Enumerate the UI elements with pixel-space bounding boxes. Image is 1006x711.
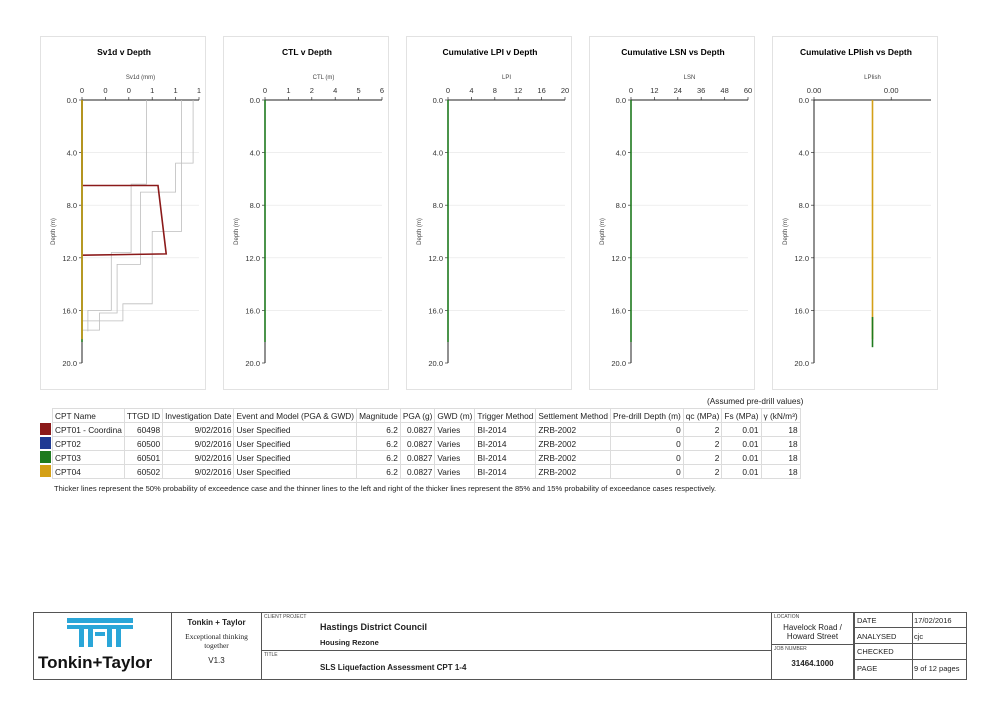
table-cell: ZRB-2002 [536, 451, 611, 465]
logo-wordmark: Tonkin+Taylor [38, 653, 153, 672]
table-row [53, 451, 801, 465]
chart-title: Cumulative LSN vs Depth [621, 47, 725, 57]
table-cell: CPT04 [53, 465, 125, 479]
table-cell: User Specified [234, 451, 357, 465]
table-cell: ZRB-2002 [536, 423, 611, 437]
y-tick-label: 0.0 [615, 96, 626, 105]
y-tick-label: 20.0 [611, 359, 626, 368]
x-tick-label: 36 [697, 86, 706, 95]
tonkin-taylor-logo-icon [65, 616, 135, 648]
column-header: CPT Name [53, 409, 125, 423]
chart-panel-lsn [589, 36, 755, 390]
column-header: Settlement Method [536, 409, 611, 423]
x-tick-label: 6 [379, 86, 385, 95]
y-tick-label: 16.0 [794, 306, 809, 316]
location-label: LOCATION [774, 614, 800, 620]
column-header: γ (kN/m³) [761, 409, 800, 423]
meta-area [854, 613, 966, 679]
column-header: Fs (MPa) [722, 409, 761, 423]
job-label: JOB NUMBER [774, 646, 807, 652]
table-cell: 9/02/2016 [163, 423, 234, 437]
column-header: Magnitude [357, 409, 401, 423]
date-label: DATE [857, 616, 877, 625]
y-tick-label: 4.0 [66, 148, 77, 158]
probability-note: Thicker lines represent the 50% probability of exceedence case and the thinner lines to the left and right of the thicker lines represent the 85% and 15% probability of exceedance cases respectively. [54, 484, 717, 493]
y-tick-label: 8.0 [798, 201, 809, 211]
project-name: Housing Rezone [320, 638, 379, 647]
slogan-line-1: Exceptional thinking [185, 632, 248, 641]
table-cell: 0.0827 [400, 465, 435, 479]
table-cell: 0.0827 [400, 451, 435, 465]
table-cell: BI-2014 [475, 451, 536, 465]
table-cell: CPT01 - Coordina [53, 423, 125, 437]
table-cell: User Specified [234, 423, 357, 437]
y-tick-label: 0.0 [798, 96, 809, 105]
x-tick-label: 4 [333, 86, 338, 95]
x-axis-label: CTL (m) [312, 75, 335, 81]
location-line-1: Havelock Road / [783, 623, 842, 632]
x-tick-label: 20 [560, 86, 570, 95]
x-tick-label: 16 [537, 86, 546, 95]
y-tick-label: 0.0 [66, 96, 77, 105]
table-cell: 2 [683, 437, 722, 451]
column-header: Event and Model (PGA & GWD) [234, 409, 357, 423]
x-axis-label: Sv1d (mm) [125, 75, 156, 81]
location-line-2: Howard Street [786, 632, 839, 641]
client-area [262, 613, 772, 651]
y-tick-label: 8.0 [66, 201, 77, 211]
table-cell: 60501 [124, 451, 162, 465]
version: V1.3 [208, 656, 225, 665]
y-tick-label: 16.0 [62, 306, 77, 316]
table-cell: 0 [610, 451, 683, 465]
title-label: TITLE [264, 652, 278, 658]
table-cell: 0 [610, 423, 683, 437]
table-cell: Varies [435, 465, 475, 479]
table-cell: 0.01 [722, 465, 761, 479]
x-tick-label: 1 [173, 86, 178, 95]
x-tick-label: 5 [356, 86, 361, 95]
chart-title: Sv1d v Depth [97, 47, 151, 57]
series-line [82, 100, 166, 255]
table-cell: 0.0827 [400, 423, 435, 437]
y-axis-label: Depth (m) [51, 218, 57, 245]
table-cell: 18 [761, 465, 800, 479]
x-axis-label: LSN [683, 75, 696, 81]
y-tick-label: 12.0 [794, 253, 809, 263]
x-axis-label: LPI [501, 75, 512, 81]
y-tick-label: 8.0 [615, 201, 626, 211]
series-line-bound [82, 100, 181, 321]
table-row [53, 423, 801, 437]
x-tick-label: 4 [469, 86, 474, 95]
y-tick-label: 0.0 [432, 96, 443, 105]
chart-panel-lpiish [772, 36, 938, 390]
checked-label: CHECKED [857, 647, 894, 656]
table-cell: CPT02 [53, 437, 125, 451]
table-cell: 0 [610, 437, 683, 451]
x-tick-label: 60 [743, 86, 753, 95]
y-tick-label: 16.0 [611, 306, 626, 316]
job-area [772, 645, 854, 679]
x-tick-label: 1 [196, 86, 202, 95]
date-value: 17/02/2016 [914, 616, 952, 625]
table-cell: User Specified [234, 465, 357, 479]
series-color-swatch [40, 451, 51, 463]
y-tick-label: 16.0 [245, 306, 260, 316]
series-color-swatch [40, 465, 51, 477]
table-cell: Varies [435, 437, 475, 451]
table-cell: 18 [761, 437, 800, 451]
chart-title: Cumulative LPI v Depth [442, 47, 538, 57]
table-cell: 60500 [124, 437, 162, 451]
column-header: Pre-drill Depth (m) [610, 409, 683, 423]
y-tick-label: 8.0 [249, 201, 260, 211]
x-tick-label: 0 [103, 86, 108, 95]
x-tick-label: 8 [492, 86, 497, 95]
table-row [53, 437, 801, 451]
x-tick-label: 48 [720, 86, 729, 95]
y-tick-label: 4.0 [432, 148, 443, 158]
title-area [262, 651, 772, 679]
y-axis-label: Depth (m) [783, 218, 789, 245]
table-cell: 2 [683, 465, 722, 479]
y-tick-label: 4.0 [798, 148, 809, 158]
client-name: Hastings District Council [320, 622, 428, 632]
chart-panel-lpi [406, 36, 572, 390]
y-tick-label: 12.0 [611, 253, 626, 263]
y-axis-label: Depth (m) [234, 218, 240, 245]
column-header: GWD (m) [435, 409, 475, 423]
company-name: Tonkin + Taylor [187, 618, 246, 627]
logo-area [34, 613, 172, 679]
y-tick-label: 12.0 [245, 253, 260, 263]
x-tick-label: 2 [309, 86, 314, 95]
x-tick-label: 0 [126, 86, 131, 95]
y-tick-label: 8.0 [432, 201, 443, 211]
x-tick-label: 0 [628, 86, 634, 95]
chart-panel-sv1d [40, 36, 206, 390]
table-cell: 9/02/2016 [163, 451, 234, 465]
table-cell: ZRB-2002 [536, 465, 611, 479]
y-axis-label: Depth (m) [600, 218, 606, 245]
column-header: Trigger Method [475, 409, 536, 423]
series-color-swatch [40, 423, 51, 435]
table-cell: User Specified [234, 437, 357, 451]
y-tick-label: 20.0 [428, 359, 443, 368]
page-value: 9 of 12 pages [914, 664, 960, 673]
x-axis-label: LPIish [864, 75, 881, 81]
table-cell: 18 [761, 451, 800, 465]
column-header: Investigation Date [163, 409, 234, 423]
table-cell: Varies [435, 451, 475, 465]
x-tick-label: 0 [262, 86, 268, 95]
chart-title: CTL v Depth [282, 47, 332, 57]
table-cell: 6.2 [357, 423, 401, 437]
table-cell: 0 [610, 465, 683, 479]
x-tick-label: 12 [650, 86, 659, 95]
x-tick-label: 12 [514, 86, 523, 95]
table-cell: BI-2014 [475, 423, 536, 437]
cpt-table [52, 408, 801, 479]
series-color-swatch [40, 437, 51, 449]
y-tick-label: 20.0 [245, 359, 260, 368]
assumed-values-label: (Assumed pre-drill values) [707, 396, 804, 406]
table-cell: 6.2 [357, 437, 401, 451]
y-axis-label: Depth (m) [417, 218, 423, 245]
table-cell: 2 [683, 423, 722, 437]
analysed-value: cjc [914, 632, 924, 641]
column-header: TTGD ID [124, 409, 162, 423]
table-cell: 0.01 [722, 451, 761, 465]
table-cell: 60502 [124, 465, 162, 479]
table-cell: 9/02/2016 [163, 437, 234, 451]
table-cell: 60498 [124, 423, 162, 437]
chart-title: Cumulative LPIish vs Depth [800, 47, 912, 57]
y-tick-label: 0.0 [249, 96, 260, 105]
y-tick-label: 4.0 [249, 148, 260, 158]
table-cell: 2 [683, 451, 722, 465]
x-tick-label: 0 [445, 86, 451, 95]
table-cell: 18 [761, 423, 800, 437]
table-cell: 0.0827 [400, 437, 435, 451]
y-tick-label: 20.0 [794, 359, 809, 368]
table-cell: Varies [435, 423, 475, 437]
y-tick-label: 12.0 [428, 253, 443, 263]
analysed-label: ANALYSED [857, 632, 897, 641]
table-cell: BI-2014 [475, 437, 536, 451]
table-cell: 0.01 [722, 423, 761, 437]
drawing-title: SLS Liquefaction Assessment CPT 1-4 [320, 663, 467, 672]
chart-panel-ctl [223, 36, 389, 390]
column-header: PGA (g) [400, 409, 435, 423]
y-tick-label: 16.0 [428, 306, 443, 316]
y-tick-label: 20.0 [62, 359, 77, 368]
x-tick-label: 0.00 [806, 86, 822, 95]
client-label: CLIENT PROJECT [264, 614, 307, 620]
table-cell: 6.2 [357, 451, 401, 465]
table-row [53, 465, 801, 479]
x-tick-label: 24 [673, 86, 682, 95]
y-tick-label: 4.0 [615, 148, 626, 158]
table-cell: CPT03 [53, 451, 125, 465]
series-line-bound [82, 100, 193, 330]
location-area [772, 613, 854, 645]
table-cell: 0.01 [722, 437, 761, 451]
table-cell: BI-2014 [475, 465, 536, 479]
company-area [172, 613, 262, 679]
x-tick-label: 0 [79, 86, 85, 95]
slogan-line-2: together [204, 641, 229, 650]
x-tick-label: 0.00 [883, 86, 899, 95]
x-tick-label: 1 [286, 86, 291, 95]
table-cell: 6.2 [357, 465, 401, 479]
column-header: qc (MPa) [683, 409, 722, 423]
x-tick-label: 1 [150, 86, 155, 95]
title-block [33, 612, 967, 680]
job-number: 31464.1000 [791, 659, 834, 668]
table-cell: ZRB-2002 [536, 437, 611, 451]
table-cell: 9/02/2016 [163, 465, 234, 479]
page-label: PAGE [857, 664, 878, 673]
y-tick-label: 12.0 [62, 253, 77, 263]
